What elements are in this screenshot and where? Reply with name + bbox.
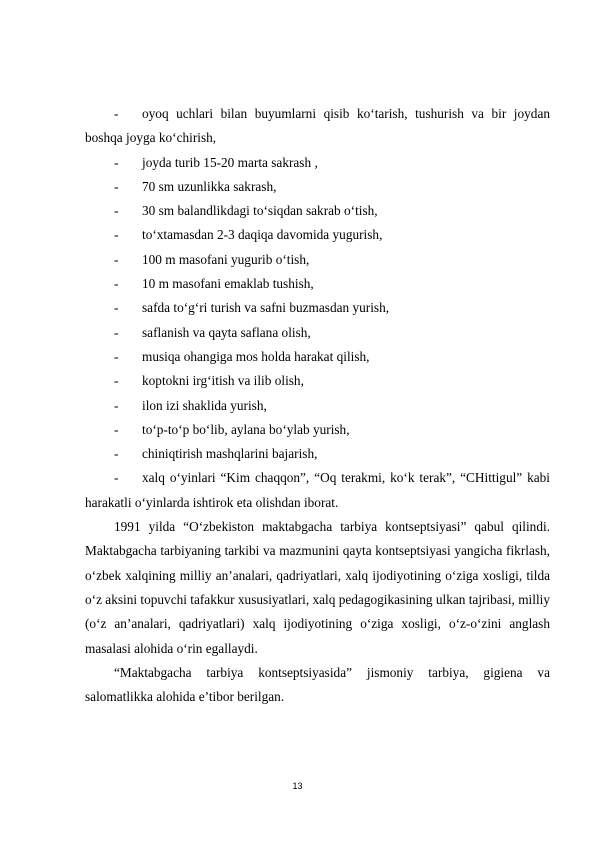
list-item: [85, 223, 550, 247]
bullet-dash: -: [114, 227, 119, 243]
list-item: [85, 321, 550, 345]
list-item-text: 30 sm balandlikdagi to‘siqdan sakrab o‘tish,: [142, 203, 378, 219]
bullet-dash: -: [114, 178, 119, 194]
bullet-dash: -: [114, 324, 119, 340]
list-item-text: koptokni irg‘itish va ilib olish,: [142, 373, 304, 389]
list-item-text: saflanish va qayta saflana olish,: [142, 324, 311, 340]
list-item: [85, 345, 550, 369]
bullet-dash: -: [114, 276, 119, 292]
list-item-text: to‘p-to‘p bo‘lib, aylana bo‘ylab yurish,: [142, 421, 350, 437]
list-item-text: oyoq uchlari bilan buyumlarni qisib ko‘tarish, tushurish va bir joydan boshqa joyga ko‘chirish,: [85, 106, 550, 146]
list-item: [85, 394, 550, 418]
list-item: [85, 369, 550, 393]
list-item-text: ilon izi shaklida yurish,: [142, 397, 267, 413]
bullet-dash: -: [114, 106, 119, 121]
bullet-dash: -: [114, 470, 119, 486]
bullet-dash: -: [114, 421, 119, 437]
list-item-text: xalq o‘yinlari “Kim chaqqon”, “Oq terakmi, ko‘k terak”, “CHittigul” kabi harakatli o‘yinlarda ishtirok eta olishdan iborat.: [85, 470, 550, 510]
list-item-text: 100 m masofani yugurib o‘tish,: [142, 251, 310, 267]
list-item: [85, 175, 550, 199]
bullet-dash: -: [114, 251, 119, 267]
list-item: [85, 418, 550, 442]
list-item: [85, 102, 550, 151]
body-paragraph: “Maktabgacha tarbiya kontseptsiyasida” jismoniy tarbiya, gigiena va salomatlikka alohida e’tibor berilgan.: [85, 664, 550, 705]
body-paragraph: 1991 yilda “O‘zbekiston maktabgacha tarbiya kontseptsiyasi” qabul qilindi. Maktabgacha tarbiyaning tarkibi va mazmunini qayta kontseptsiyasi yangicha fikrlash, o‘zbek xalqining milliy an’analari, qadriyatlari, xalq ijodiyotining o‘ziga xosligi, tilda o‘z aksini topuvchi tafakkur xususiyatlari, xalq pedagogikasining ulkan tajribasi, milliy (o‘z an’analari, qadriyatlari) xalq ijodiyotining o‘ziga xosligi, o‘z-o‘zini anglash masalasi alohida o‘rin egallaydi.: [85, 519, 550, 656]
page-number: 13: [292, 781, 303, 791]
list-item: [85, 248, 550, 272]
list-item-text: chiniqtirish mashqlarini bajarish,: [142, 446, 318, 462]
list-item: [85, 272, 550, 296]
list-item: [85, 466, 550, 515]
bullet-dash: -: [114, 446, 119, 462]
bullet-dash: -: [114, 300, 119, 316]
bullet-dash: -: [114, 397, 119, 413]
list-item-text: joyda turib 15-20 marta sakrash ,: [142, 154, 318, 170]
bullet-dash: -: [114, 203, 119, 219]
bullet-dash: -: [114, 154, 119, 170]
list-item: [85, 296, 550, 320]
list-item: [85, 442, 550, 466]
list-item: [85, 151, 550, 175]
list-item-text: safda to‘g‘ri turish va safni buzmasdan yurish,: [142, 300, 390, 316]
bullet-dash: -: [114, 348, 119, 364]
list-item: [85, 199, 550, 223]
list-item-text: to‘xtamasdan 2-3 daqiqa davomida yugurish,: [142, 227, 383, 243]
list-item-text: 70 sm uzunlikka sakrash,: [142, 178, 277, 194]
list-item-text: 10 m masofani emaklab tushish,: [142, 276, 314, 292]
list-item-text: musiqa ohangiga mos holda harakat qilish,: [142, 348, 370, 364]
page-content: [85, 102, 550, 709]
bullet-dash: -: [114, 373, 119, 389]
